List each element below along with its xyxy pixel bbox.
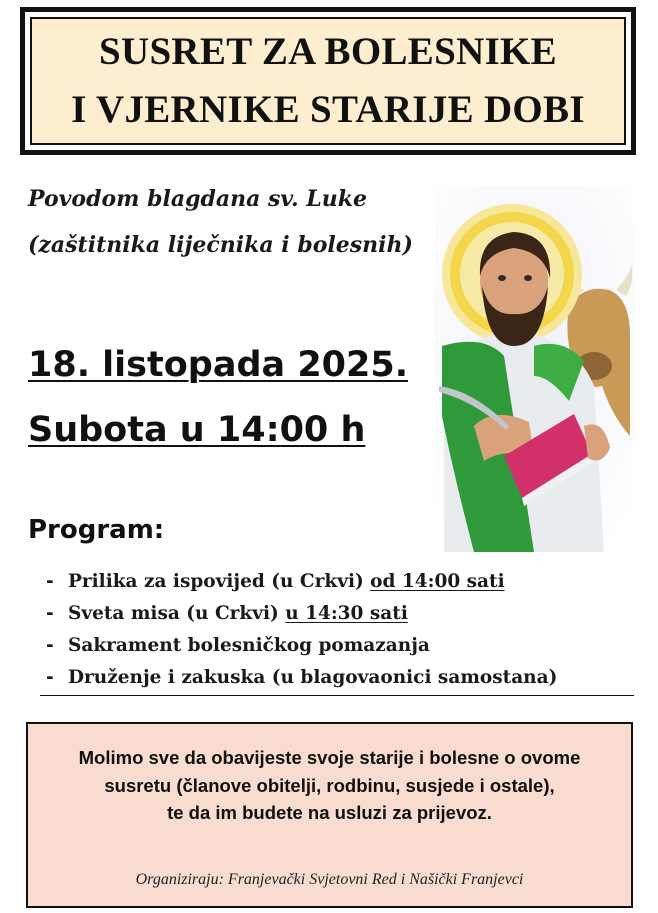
program-item-text: Druženje i zakuska (u blagovaonici samostana) [68, 667, 558, 688]
event-date: 18. listopada 2025. [28, 345, 409, 385]
program-item-text: Sakrament bolesničkog pomazanja [68, 635, 430, 656]
list-dash: - [46, 667, 54, 688]
title-line-1: SUSRET ZA BOLESNIKE [98, 30, 557, 73]
notice-text [28, 744, 631, 827]
list-dash: - [46, 571, 54, 592]
notice-box [26, 722, 633, 908]
divider [40, 695, 634, 696]
intro-line-2: (zaštitnika liječnika i bolesnih) [28, 232, 413, 258]
program-item [46, 630, 634, 662]
program-item [46, 662, 634, 694]
notice-line-2: susretu (članove obitelji, rodbinu, susjede i ostale), [104, 774, 555, 796]
saint-luke-illustration [434, 186, 634, 552]
notice-line-1: Molimo sve da obavijeste svoje starije i bolesne o ovome [78, 747, 581, 768]
event-day-time: Subota u 14:00 h [28, 410, 366, 450]
organizers-credit: Organiziraju: Franjevački Svjetovni Red i Našički Franjevci [135, 871, 524, 888]
notice-line-3: te da im budete na usluzi za prijevoz. [167, 802, 492, 823]
title-line-2: I VJERNIKE STARIJE DOBI [71, 88, 585, 131]
program-item [46, 598, 634, 630]
program-item [46, 566, 634, 598]
list-dash: - [46, 635, 54, 656]
program-heading: Program: [28, 515, 165, 545]
title-box [20, 7, 636, 155]
title-inner [30, 17, 626, 145]
program-item-text: Prilika za ispovijed (u Crkvi) [68, 571, 371, 592]
intro-line-1: Povodom blagdana sv. Luke [28, 186, 367, 212]
program-item-text: Sveta misa (u Crkvi) [68, 603, 286, 624]
program-item-time: od 14:00 sati [370, 571, 505, 592]
list-dash: - [46, 603, 54, 624]
program-list [46, 566, 634, 694]
program-item-time: u 14:30 sati [285, 603, 408, 624]
